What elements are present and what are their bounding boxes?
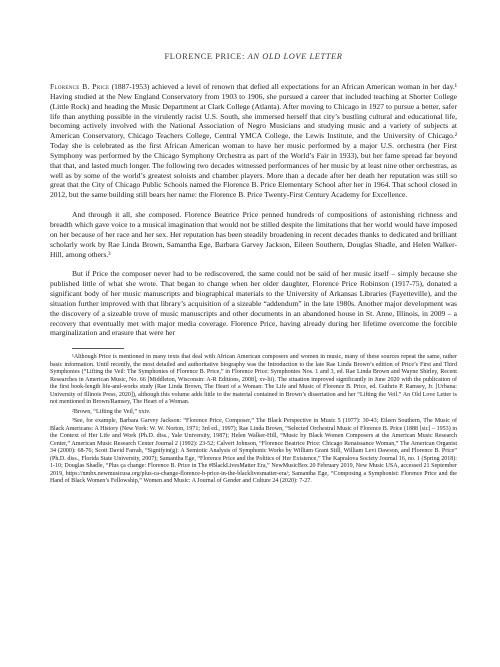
paragraph-1-text: (1887-1953) achieved a level of renown that defied all expectations for an African American woman in her day.¹ Having studied at the New England Conservatory from 1903 to 1906, she pursued a career that included teaching at Shorter College (Little Rock) and heading the Music Department at Clark College (Atlanta). After moving to Chicago in 1927 to pursue a better, safer life than anything possible in the virulently racist U.S. South, she immersed herself that city’s bustling cultural and educational life, becoming actively involved with the National Association of Negro Musicians and studying music and a variety of subjects at American Conservatory, Chicago Teachers College, Central YMCA College, the Lewis Institute, and the University of Chicago.² Today she is celebrated as the first African American woman to have her music performed by a major U.S. orchestra (her First Symphony was performed by the Chicago Symphony Orchestra as part of the World’s Fair in 1933), but her fame spread far beyond that that, and lasted much longer. The following two decades witnessed performances of her music by at least nine other orchestras, as well as by some of the world’s greatest soloists and chamber players. More than a decade after her death her reputation was still so great that the City of Chicago Public Schools named the Florence B. Price Elementary School after her in 1964. That school closed in 2012, but the same building still bears her name: the Florence B. Price Twenty-First Century Academy for Excellence. [50, 82, 457, 200]
footnote-3: ³See, for example, Barbara Garvey Jackson: “Florence Price, Composer,” The Black Perspective in Music 5 (1977): 30-43; Eileen Southern, The Music of Black Americans: A History (New York: W. W. Norton, 1971; 3rd ed., 1997); Rae Linda Brown, “Selected Orchestral Music of Florence B. Price (1888 [sic] – 1953) in the Context of Her Life and Work (Ph.D. diss., Yale University, 1987); Helen Walker-Hill, “Music by Black Women Composers at the American Music Research Center,” American Music Research Center Journal 2 (1992): 23-52; Calvert Johnson, “Florence Beatrice Price: Chicago Renaissance Woman,” The American Organist 34 (2000): 68-76; Scott David Farrah, “Signifyin(g): A Semiotic Analysis of Symphonic Works by William Grant Still, William Levi Dawson, and Florence B. Price” (Ph.D. diss., Florida State University, 2007); Samantha Ege, “Florence Price and the Politics of Her Existence,” The Kapralova Society Journal 16, no. 1 (Spring 2018): 1-10; Douglas Shadle, “Plus ça change: Florence B. Price in The #BlackLivesMatter Era,” NewMusicBox 20 February 2019, New Music USA, accessed 21 September 2019, https://nmbx.newmusicusa.org/plus-ca-change-florence-b-price-in-the-blacklivesmatter-era/; Samantha Ege, “Composing a Symphonist: Florence Price and the Hand of Black Women’s Fellowship,” Women and Music: A Journal of Gender and Culture 24 (2020): 7-27. [50, 418, 457, 485]
footnote-1: ¹Although Price is mentioned in many texts that deal with African American composers and women in music, many of these sources repeat the same, rather basic information. Until recently, the most detailed and authoritative biography was the Introduction to the late Rae Linda Brown’s edition of Price’s First and Third Symphonies (“Lifting the Veil: The Symphonies of Florence B. Price,” in Florence Price: Symphonies Nos. 1 and 3, ed. Rae Linda Brown and Wayne Shirley, Recent Researches in American Music, No. 66 [Middleton, Wisconsin: A-R Editions, 2008], xv-lii). The situation improved significantly in June 2020 with the publication of the first book-length life-and-works study (Rae Linda Brown, The Heart of a Woman: The Life and Music of Florence B. Price, ed. Guthrie P. Ramsey, Jr. [Urbana: University of Illinois Press, 2020]), although this volume adds little to the material contained in Brown’s dissertation and her “Lifting the Veil.” An Old Love Letter is not mentioned in Brown/Ramsey, The Heart of a Woman. [50, 354, 457, 406]
title-main: FLORENCE PRICE: [164, 52, 248, 61]
footnote-2: ²Brown, “Lifting the Veil,” xxiv. [72, 408, 151, 415]
paragraph-3: But if Price the composer never had to be rediscovered, the same could not be said of her music itself – simply because she published little of what she wrote. That began to change when her older daughter, Florence Price Robinson (1917-75), donated a significant body of her music manuscripts and biographical materials to the University of Arkansas Libraries (Fayetteville), and the situation further improved with that library’s acquisition of a sizeable “addendum” in the late 1980s. Another major development was the discovery of a sizeable trove of music manuscripts and other documents in an abandoned house in St. Anne, Illinois, in 2009 – a recovery that eventually met with major media coverage. Florence Price, having already during her lifetime overcome the forcible marginalization and erasure that were her [50, 269, 457, 338]
page-title [50, 52, 457, 61]
body-text [50, 82, 457, 488]
lead-name: Florence B. Price [50, 82, 110, 91]
paragraph-1 [50, 82, 457, 200]
footnote-rule [72, 348, 124, 349]
title-subtitle: AN OLD LOVE LETTER [247, 52, 343, 61]
paragraph-2: And through it all, she composed. Florence Beatrice Price penned hundreds of compositions of astonishing richness and breadth which gave voice to a musical imagination that would not be stilled despite the limitations that her world would have imposed on her because of her race and her sex. Her reputation has been steadily broadening in recent decades thanks to dedicated and brilliant scholarly work by Rae Linda Brown, Samantha Ege, Barbara Garvey Jackson, Eileen Southern, Douglas Shadle, and Helen Walker-Hill, among others.³ [50, 210, 457, 259]
